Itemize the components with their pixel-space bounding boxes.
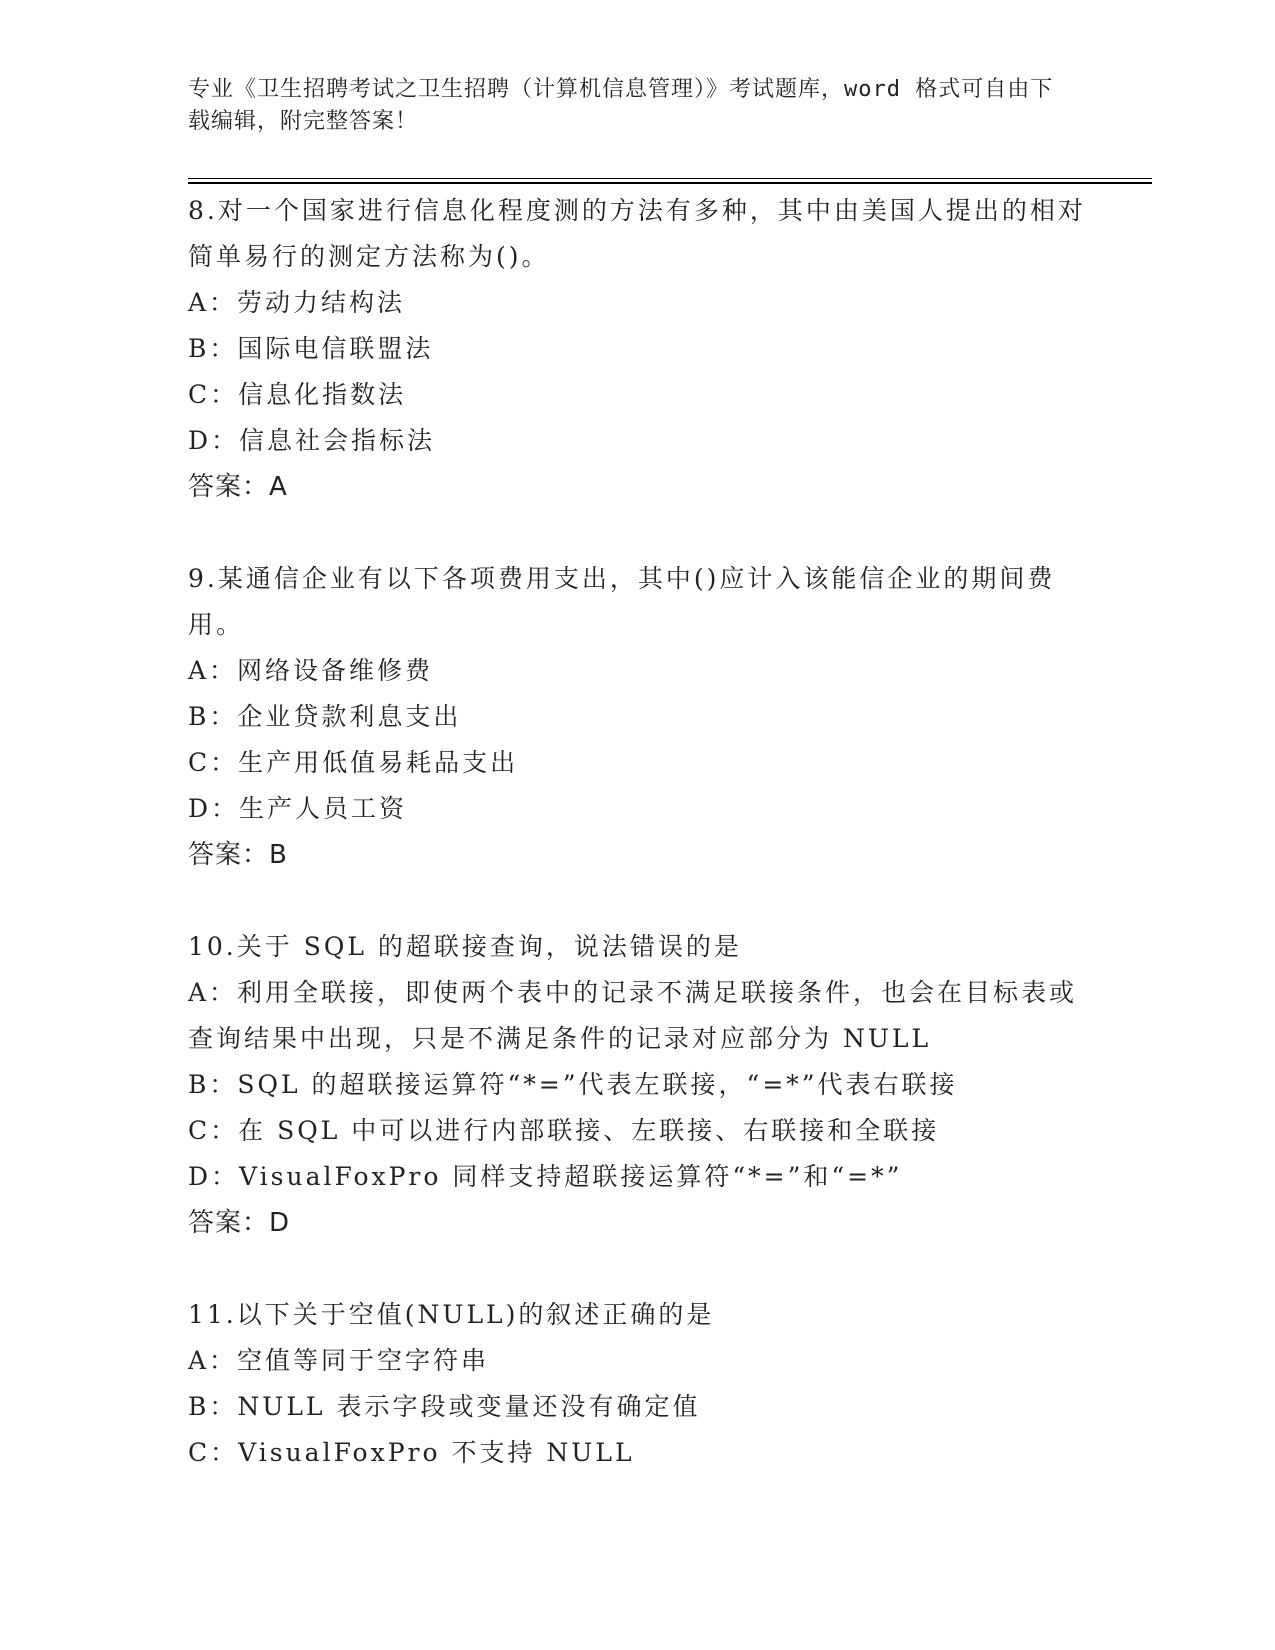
answer-line: 答案：A: [188, 472, 288, 502]
answer-line: 答案：B: [188, 840, 288, 870]
option-a: A：利用全联接，即使两个表中的记录不满足联接条件，也会在目标表或查询结果中出现，只是不满足条件的记录对应部分为 NULL: [188, 978, 1078, 1053]
document-intro: 专业《卫生招聘考试之卫生招聘（计算机信息管理）》考试题库，word 格式可自由下载编辑，附完整答案！: [188, 77, 1054, 134]
question-text: 9.某通信企业有以下各项费用支出，其中()应计入该能信企业的期间费用。: [188, 564, 1056, 639]
question-text: 8.对一个国家进行信息化程度测的方法有多种，其中由美国人提出的相对简单易行的测定方法称为()。: [188, 196, 1086, 271]
question-list: [188, 188, 1088, 1522]
option-c: C：在 SQL 中可以进行内部联接、左联接、右联接和全联接: [188, 1116, 940, 1145]
option-c: C：VisualFoxPro 不支持 NULL: [188, 1438, 635, 1467]
header-divider-thin: [188, 178, 1152, 179]
option-b: B：国际电信联盟法: [188, 334, 434, 363]
question-text: 10.关于 SQL 的超联接查询，说法错误的是: [188, 932, 742, 961]
question-8: [188, 188, 1088, 510]
answer-line: 答案：D: [188, 1208, 291, 1238]
option-b: B：SQL 的超联接运算符“*=”代表左联接，“=*”代表右联接: [188, 1070, 958, 1099]
question-9: [188, 556, 1088, 878]
question-11: [188, 1292, 1088, 1476]
option-a: A：网络设备维修费: [188, 656, 434, 685]
option-b: B：NULL 表示字段或变量还没有确定值: [188, 1392, 701, 1421]
option-d: D：VisualFoxPro 同样支持超联接运算符“*=”和“=*”: [188, 1162, 903, 1191]
question-10: [188, 924, 1088, 1246]
option-c: C：生产用低值易耗品支出: [188, 748, 519, 777]
header-divider-thick: [188, 182, 1152, 184]
option-d: D：信息社会指标法: [188, 426, 436, 455]
option-b: B：企业贷款利息支出: [188, 702, 462, 731]
option-a: A：空值等同于空字符串: [188, 1346, 490, 1375]
option-a: A：劳动力结构法: [188, 288, 406, 317]
option-d: D：生产人员工资: [188, 794, 408, 823]
option-c: C：信息化指数法: [188, 380, 407, 409]
question-text: 11.以下关于空值(NULL)的叙述正确的是: [188, 1300, 715, 1329]
